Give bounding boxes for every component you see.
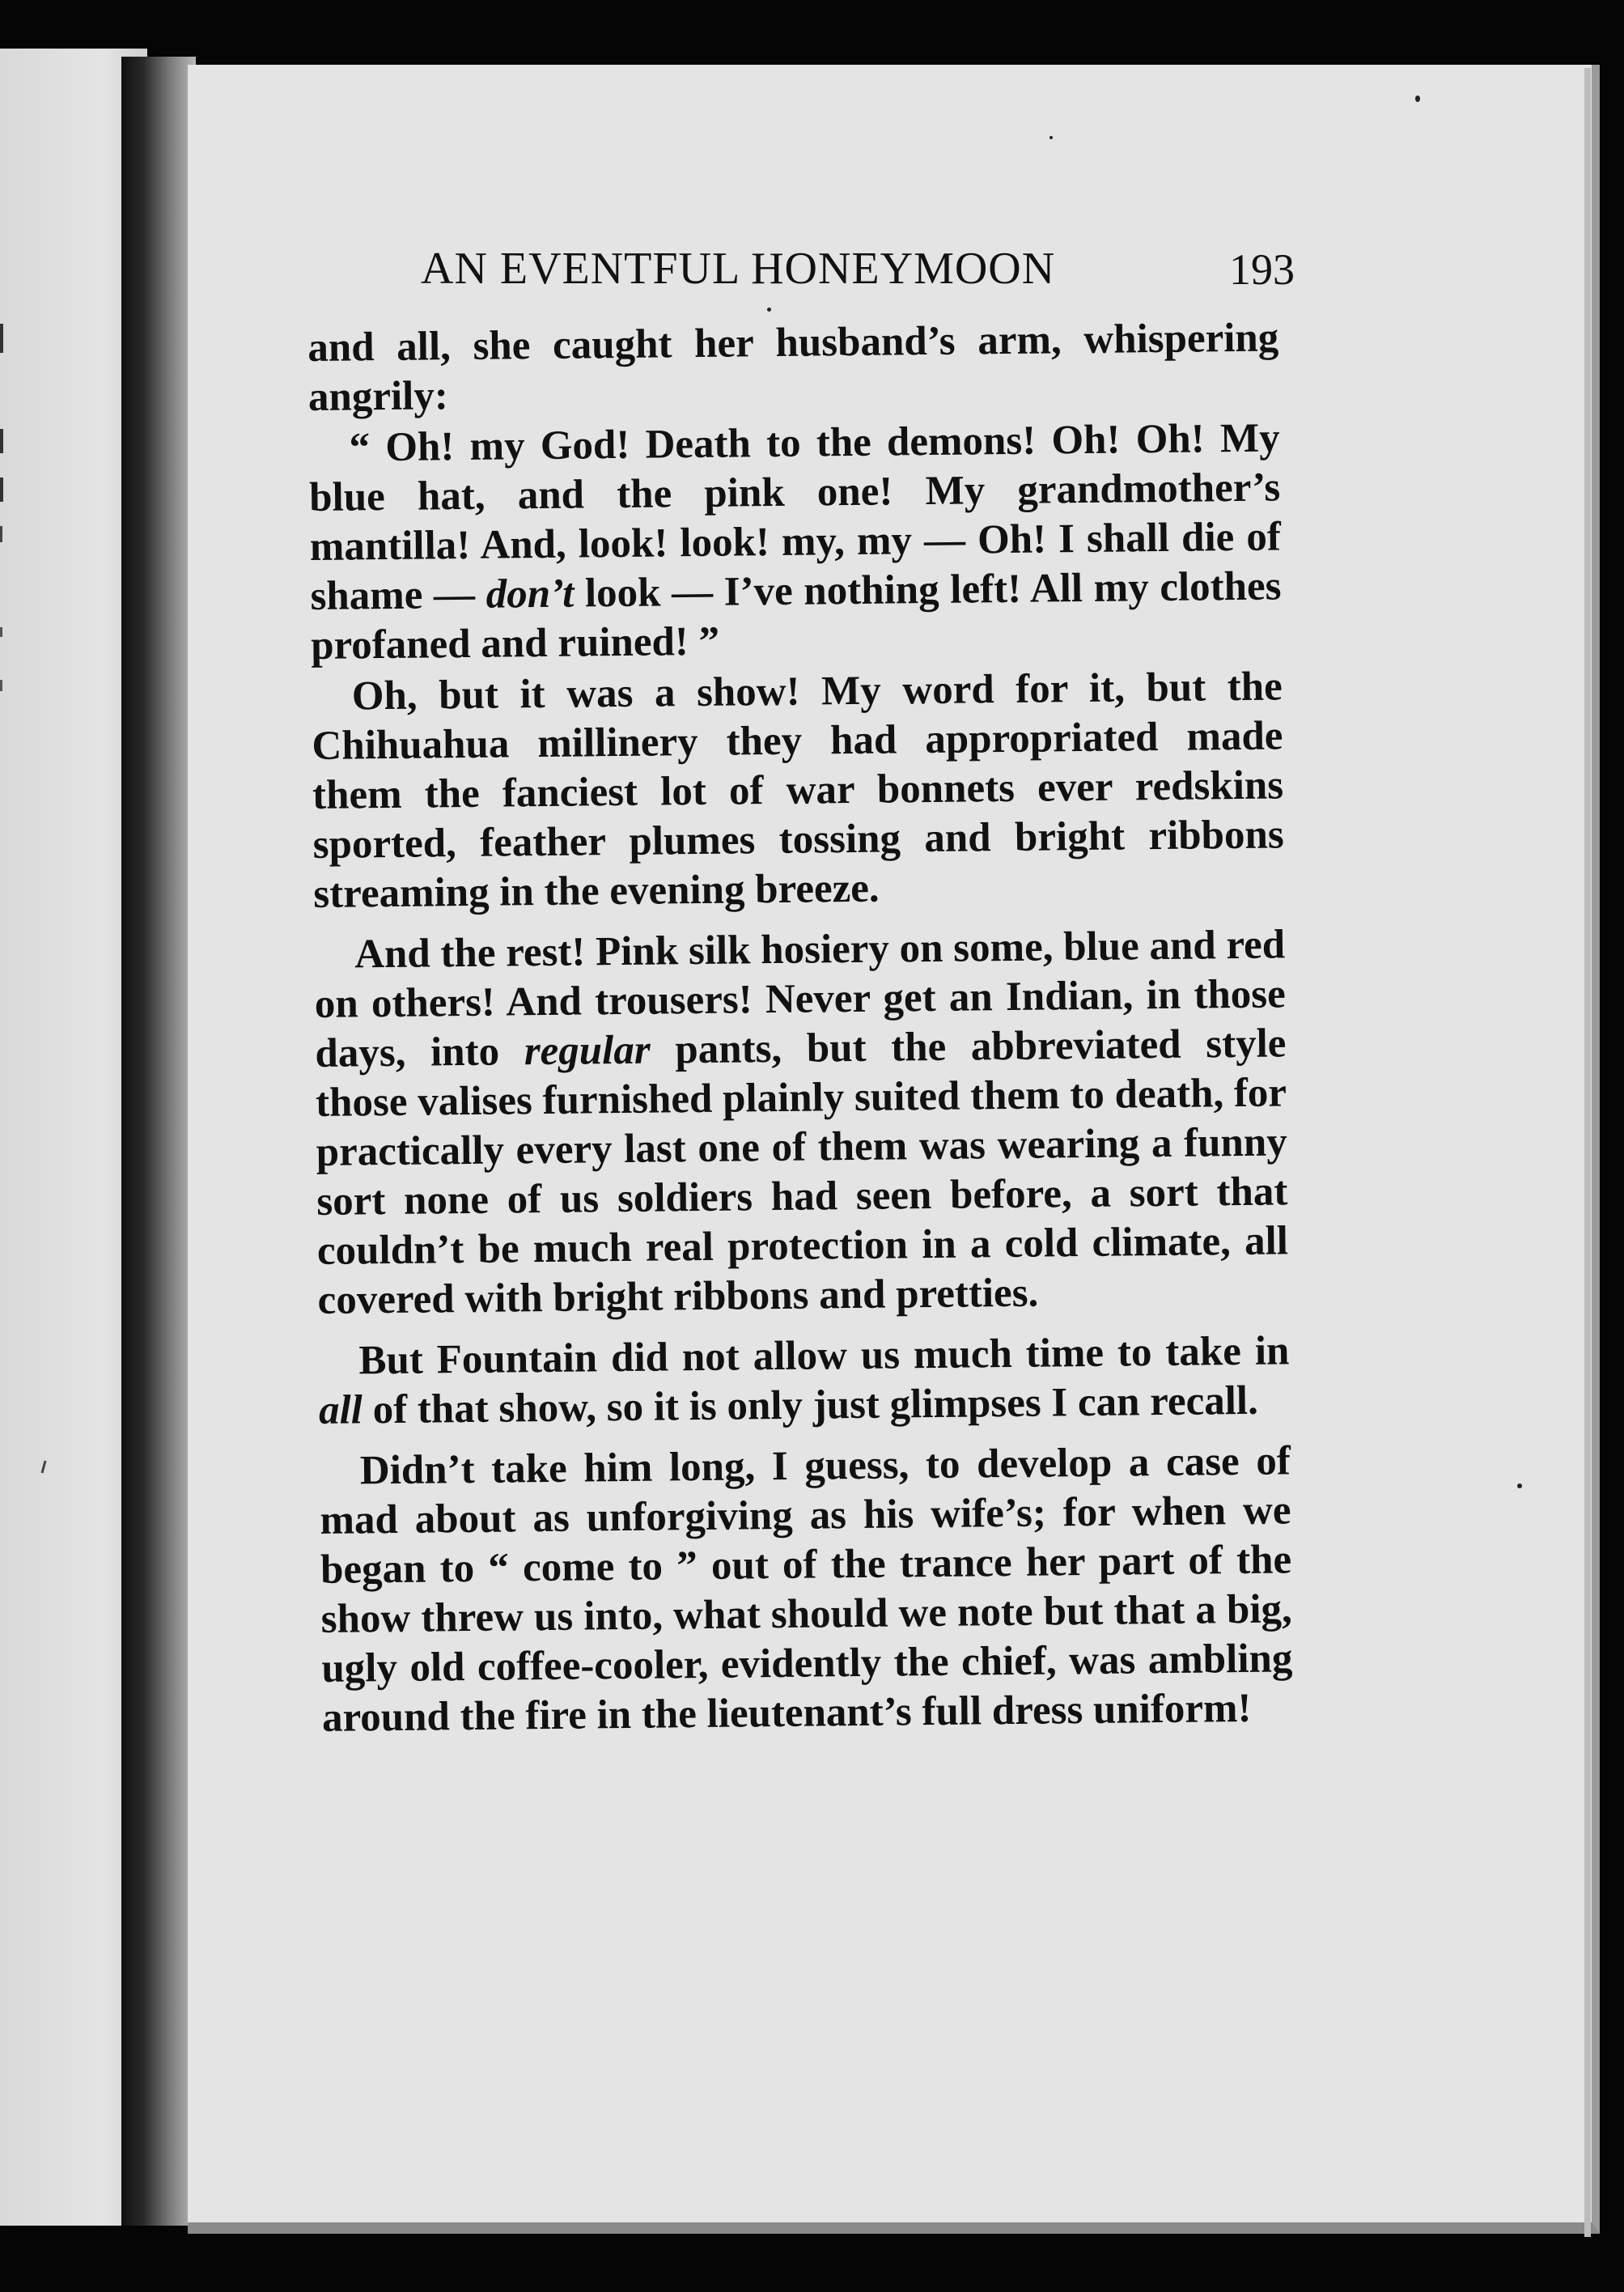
- page-number: 193: [1229, 245, 1295, 294]
- paragraph-text: And the rest! Pink silk hosiery on some, blue and red on others! And trousers! Never get an Indian, in those days, into: [314, 922, 1287, 1076]
- paragraph-text: But Fountain did not allow us much time to take in: [358, 1328, 1290, 1384]
- dust-speck: [767, 308, 771, 312]
- dust-speck: [1517, 1483, 1522, 1488]
- italic-text: don’t: [486, 571, 575, 618]
- body-text: [307, 313, 1293, 1742]
- paragraph: [308, 414, 1282, 671]
- binding-gutter-shadow: [121, 57, 196, 2226]
- paragraph-text: Oh, but it was a show! My word for it, but the Chihuahua millinery they had appropriated made them the fanciest lot of war bonnets ever redskins sported, feather plumes tossing and bright ribbons streaming in the evening breeze.: [312, 664, 1284, 917]
- paragraph: [312, 662, 1285, 919]
- running-head: [421, 243, 1295, 308]
- paragraph-text: pants, but the abbreviated style those valises furnished plainly suited them to death, for practically every last one of them was wearing a funny sort none of us soldiers had seen before, a sort that couldn’t be much real protection in a cold climate, all covered with bright ribbons and pretties.: [315, 1021, 1289, 1323]
- paragraph-text: “ Oh! my God! Death to the demons! Oh! Oh! My blue hat, and the pink one! My grandmother’s mantilla! And, look! look! my, my — Oh! I shall die of shame —: [308, 415, 1282, 619]
- italic-text: regular: [524, 1027, 651, 1075]
- paragraph: [314, 920, 1289, 1326]
- paragraph: [307, 313, 1279, 422]
- dust-speck: [1049, 136, 1053, 139]
- paragraph-text: and all, she caught her husband’s arm, whispering angrily:: [307, 315, 1279, 420]
- italic-text: all: [318, 1387, 363, 1433]
- running-title: AN EVENTFUL HONEYMOON: [421, 244, 1056, 294]
- paragraph: [318, 1326, 1290, 1436]
- paragraph-text: of that show, so it is only just glimpses I can recall.: [362, 1377, 1259, 1433]
- paragraph-text: look — I’ve nothing left! All my clothes profaned and ruined! ”: [310, 563, 1282, 668]
- paragraph: [320, 1437, 1294, 1743]
- page-edge: [1584, 68, 1591, 2237]
- dust-speck: [1415, 96, 1420, 102]
- paragraph-text: Didn’t take him long, I guess, to develop a case of mad about as unforgiving as his wife’s; for when we began to “ come to ” out of the trance her part of the show threw us into, what should we note but that a big, ugly old coffee-cooler, evidently the chief, was ambling around the fire in the lieutenant’s full dress uniform!: [320, 1438, 1293, 1741]
